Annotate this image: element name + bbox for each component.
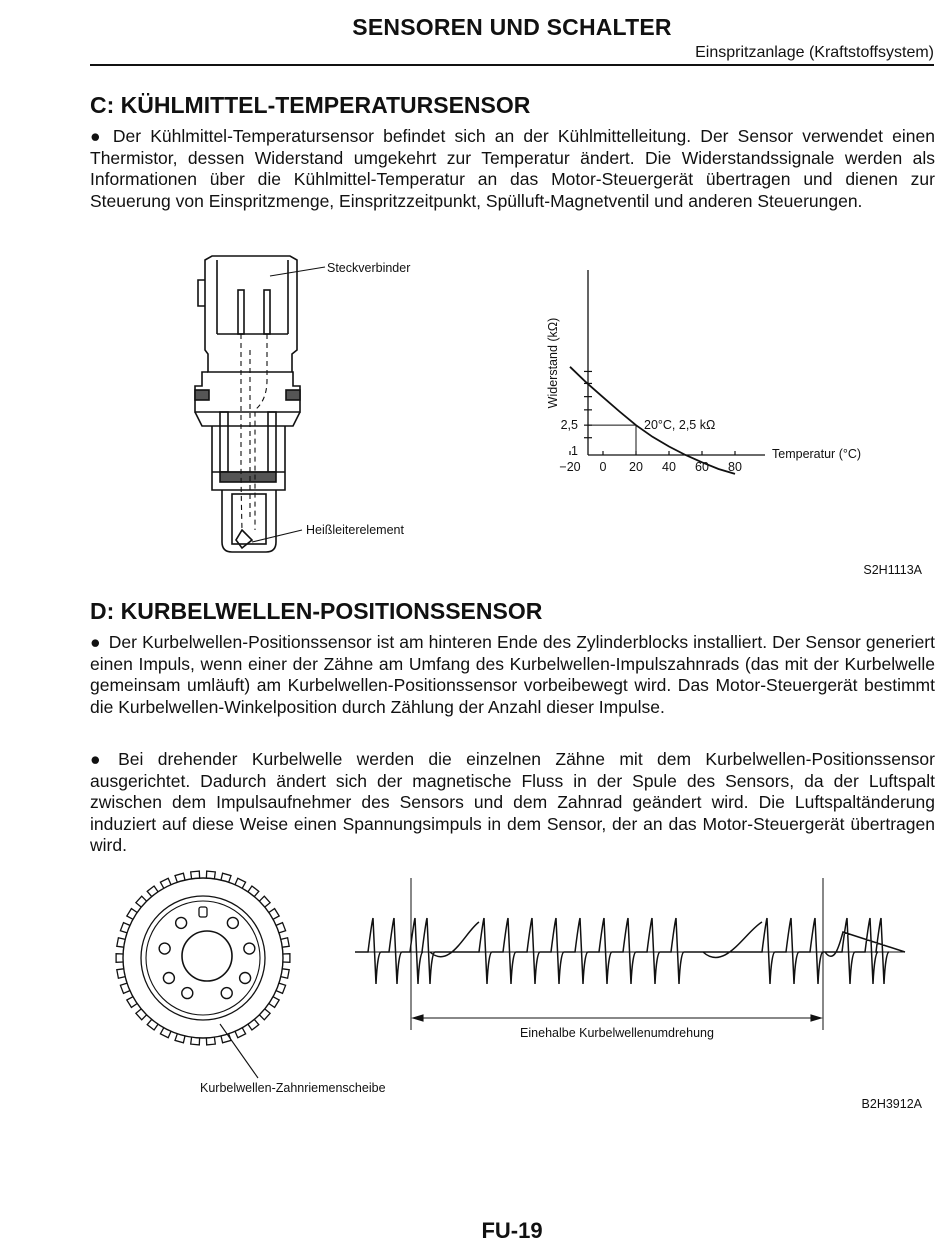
coolant-sensor-diagram <box>180 250 430 570</box>
pulley-tooth <box>116 954 123 963</box>
pulley-tooth <box>136 1009 147 1020</box>
header-rule <box>90 64 934 66</box>
bullet-icon: ● <box>90 126 105 146</box>
y-tick-label: 2,5 <box>560 418 578 433</box>
section-d-paragraph-2 <box>90 749 935 857</box>
x-axis-label: Temperatur (°C) <box>772 447 862 461</box>
x-tick-label: −20 <box>559 460 581 474</box>
x-tick-label: 80 <box>728 460 742 474</box>
x-tick-label: 60 <box>695 460 709 474</box>
pulley-tooth <box>283 954 290 963</box>
page-title: SENSOREN UND SCHALTER <box>352 14 672 40</box>
bolt-hole <box>227 917 238 928</box>
y-axis-label: Widerstand (kΩ) <box>546 317 560 409</box>
figure-code: S2H1113A <box>863 563 922 577</box>
label-half-revolution: Einehalbe Kurbelwellenumdrehung <box>520 1026 714 1040</box>
pulley-tooth <box>259 1009 270 1020</box>
page-subtitle: Einspritzanlage (Kraftstoffsystem) <box>695 44 934 61</box>
bolt-hole <box>182 988 193 999</box>
section-d-text-1: Der Kurbelwellen-Positionssensor ist am hinteren Ende des Zylinderblocks installiert. Der Sensor generiert einen Impuls, wenn einer der Zähne am Umfang des Kurbelwellen-Impulszahnrads (das mit der Kurbelwelle gemeinsam umläuft) am Kurbelwellen-Positionssensor vorbeibewegt wird. Das Motor-Steuergerät bestimmt die Kurbelwellen-Winkelposition durch Zählung der Anzahl dieser Impulse. <box>90 632 935 717</box>
bolt-hole <box>240 973 251 984</box>
resistance-temperature-chart <box>540 255 900 480</box>
section-c-text: Der Kühlmittel-Temperatursensor befindet sich an der Kühlmittelleitung. Der Sensor verwendet einen Thermistor, dessen Widerstand umgekehrt zur Temperatur ändert. Die Widerstandssignale werden als Informationen über die Kühlmittel-Temperatur an das Motor-Steuergerät übertragen und dienen zur Steuerung von Einspritzmenge, Einspritzzeitpunkt, Spülluft-Magnetventil und anderen Steuerungen. <box>90 126 935 211</box>
label-heissleiterelement: Heißleiterelement <box>306 523 404 537</box>
x-tick-label: 20 <box>629 460 643 474</box>
x-tick-label: 0 <box>599 460 607 474</box>
figure-code: B2H3912A <box>861 1097 922 1111</box>
page-number: FU-19 <box>481 1218 543 1243</box>
bullet-icon: ● <box>90 749 111 769</box>
bolt-hole <box>221 988 232 999</box>
bolt-hole <box>159 943 170 954</box>
bolt-hole <box>176 917 187 928</box>
label-zahnriemenscheibe: Kurbelwellen-Zahnriemenscheibe <box>200 1081 386 1095</box>
pulse-signal-waveform <box>355 870 910 1040</box>
bolt-hole <box>244 943 255 954</box>
section-d-heading: D: KURBELWELLEN-POSITIONSSENSOR <box>90 598 543 624</box>
bullet-icon: ● <box>90 632 101 652</box>
section-d-paragraph-1 <box>90 632 935 718</box>
pulley-tooth <box>259 896 270 907</box>
section-d-text-2: Bei drehender Kurbelwelle werden die einzelnen Zähne mit dem Kurbelwellen-Positionssensor ausgerichtet. Dadurch ändert sich der magnetische Fluss in der Spule des Sensors, da der Luftspalt zwischen dem Impulsaufnehmer des Sensors und dem Zahnrad geändert wird. Die Luftspaltänderung induziert auf diese Weise einen Spannungsimpuls in dem Sensor, der an das Motor-Steuergerät übertragen wird. <box>90 749 935 855</box>
chart-annotation: 20°C, 2,5 kΩ <box>644 418 716 433</box>
section-c-heading: C: KÜHLMITTEL-TEMPERATURSENSOR <box>90 92 531 118</box>
label-steckverbinder: Steckverbinder <box>327 261 411 275</box>
pulley-tooth <box>136 896 147 907</box>
section-c-paragraph <box>90 126 935 212</box>
y-tick-label: 1 <box>571 444 578 458</box>
bolt-hole <box>163 973 174 984</box>
x-tick-label: 40 <box>662 460 676 474</box>
